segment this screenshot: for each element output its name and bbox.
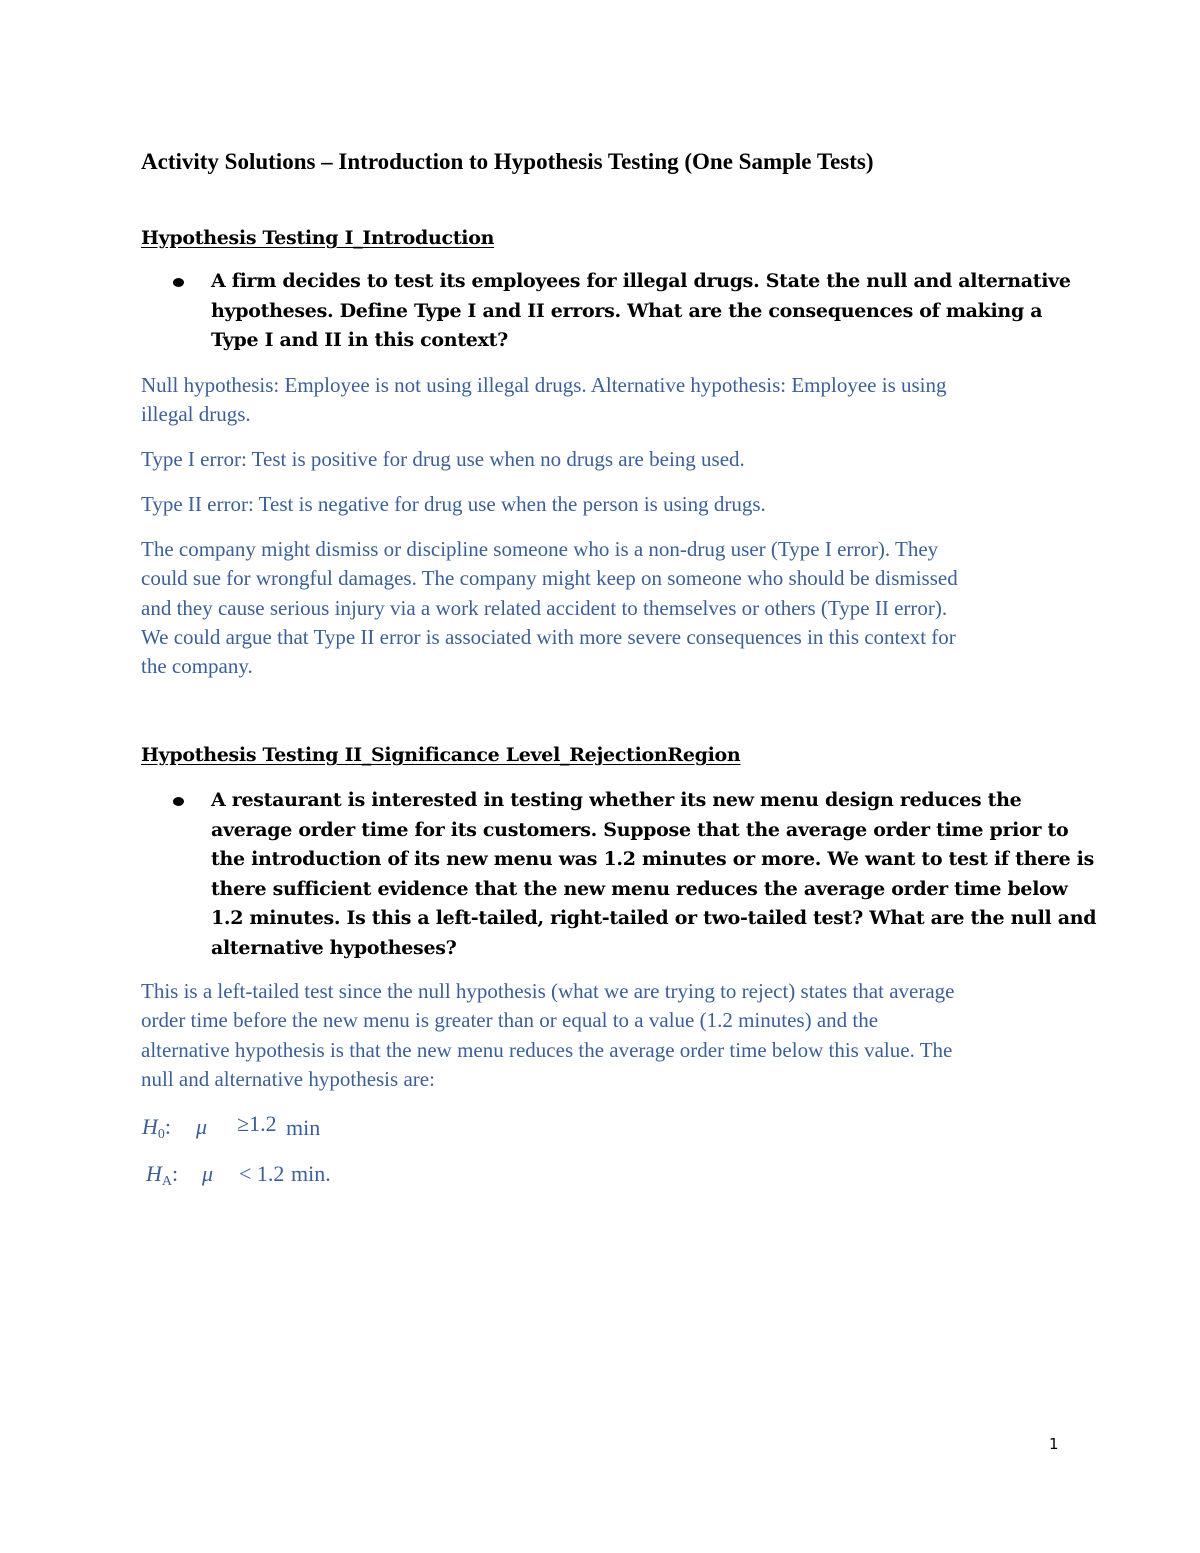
section-heading-introduction: Hypothesis Testing I_Introduction (141, 227, 495, 249)
mu-symbol: μ (196, 1114, 208, 1139)
question-line: there sufficient evidence that the new menu reduces the average order time below (211, 877, 1068, 900)
question-line: A firm decides to test its employees for illegal drugs. State the null and alternative (211, 270, 1071, 292)
answer-line: could sue for wrongful damages. The company might keep on someone who should be dismissed (141, 566, 958, 591)
answer-line: illegal drugs. (141, 402, 251, 427)
question-line: Type I and II in this context? (211, 329, 508, 351)
relation-value: ≥1.2 (237, 1111, 277, 1136)
answer-line: null and alternative hypothesis are: (141, 1066, 435, 1091)
question-line: alternative hypotheses? (211, 936, 457, 959)
answer-line: order time before the new menu is greater than or equal to a value (1.2 minutes) and the (141, 1008, 879, 1033)
answer-line: Type II error: Test is negative for drug use when the person is using drugs. (141, 492, 766, 516)
question-restaurant-menu (211, 786, 1097, 963)
answer-type-two-error (141, 490, 1071, 519)
answer-line: Null hypothesis: Employee is not using illegal drugs. Alternative hypothesis: Employee is using (141, 373, 947, 397)
question-drug-testing (211, 267, 1071, 356)
answer-left-tailed-test (141, 977, 1071, 1094)
alternative-hypothesis-unit (291, 1161, 331, 1187)
hypothesis-subscript: A (161, 1174, 173, 1189)
bullet-icon (173, 797, 184, 806)
bullet-icon (173, 278, 184, 287)
answer-line: alternative hypothesis is that the new menu reduces the average order time below this value. The (141, 1037, 953, 1062)
answer-consequences (141, 535, 1071, 681)
null-hypothesis-unit (286, 1115, 320, 1141)
question-line: A restaurant is interested in testing whether its new menu design reduces the (211, 789, 1022, 811)
answer-line: The company might dismiss or discipline someone who is a non-drug user (Type I error). They (141, 537, 939, 561)
mu-symbol: μ (202, 1161, 214, 1186)
null-hypothesis-param (196, 1114, 207, 1140)
hypothesis-symbol: H (146, 1161, 162, 1186)
answer-line: the company. (141, 654, 253, 679)
answer-line: Type I error: Test is positive for drug use when no drugs are being used. (141, 447, 745, 471)
page-number: 1 (1049, 1435, 1059, 1453)
relation-value: < 1.2 (239, 1161, 285, 1186)
unit-label: min (286, 1115, 321, 1140)
answer-type-one-error (141, 445, 1071, 474)
document-title: Activity Solutions – Introduction to Hypothesis Testing (One Sample Tests) (141, 149, 874, 174)
hypothesis-subscript: 0 (157, 1127, 165, 1142)
answer-line: and they cause serious injury via a work related accident to themselves or others (Type II error). (141, 595, 948, 620)
null-hypothesis-relation (237, 1111, 277, 1137)
equation-colon: : (172, 1161, 179, 1186)
answer-line: We could argue that Type II error is associated with more severe consequences in this context for (141, 624, 956, 649)
question-line: hypotheses. Define Type I and II errors. What are the consequences of making a (211, 299, 1043, 322)
question-line: 1.2 minutes. Is this a left-tailed, right-tailed or two-tailed test? What are the null and (211, 907, 1097, 929)
hypothesis-symbol: H (142, 1114, 158, 1139)
question-line: average order time for its customers. Suppose that the average order time prior to (211, 818, 1069, 841)
answer-line: This is a left-tailed test since the null hypothesis (what we are trying to reject) states that average (141, 979, 955, 1003)
null-hypothesis-equation (142, 1114, 171, 1143)
alternative-hypothesis-relation (239, 1161, 284, 1187)
equation-colon: : (164, 1114, 172, 1139)
section-heading-significance-level: Hypothesis Testing II_Significance Level_RejectionRegion (141, 744, 741, 766)
question-line: the introduction of its new menu was 1.2 minutes or more. We want to test if there is (211, 848, 1094, 870)
alternative-hypothesis-param (202, 1161, 213, 1187)
answer-hypotheses (141, 371, 1071, 430)
alternative-hypothesis-equation (146, 1161, 178, 1190)
unit-label: min. (291, 1161, 331, 1186)
